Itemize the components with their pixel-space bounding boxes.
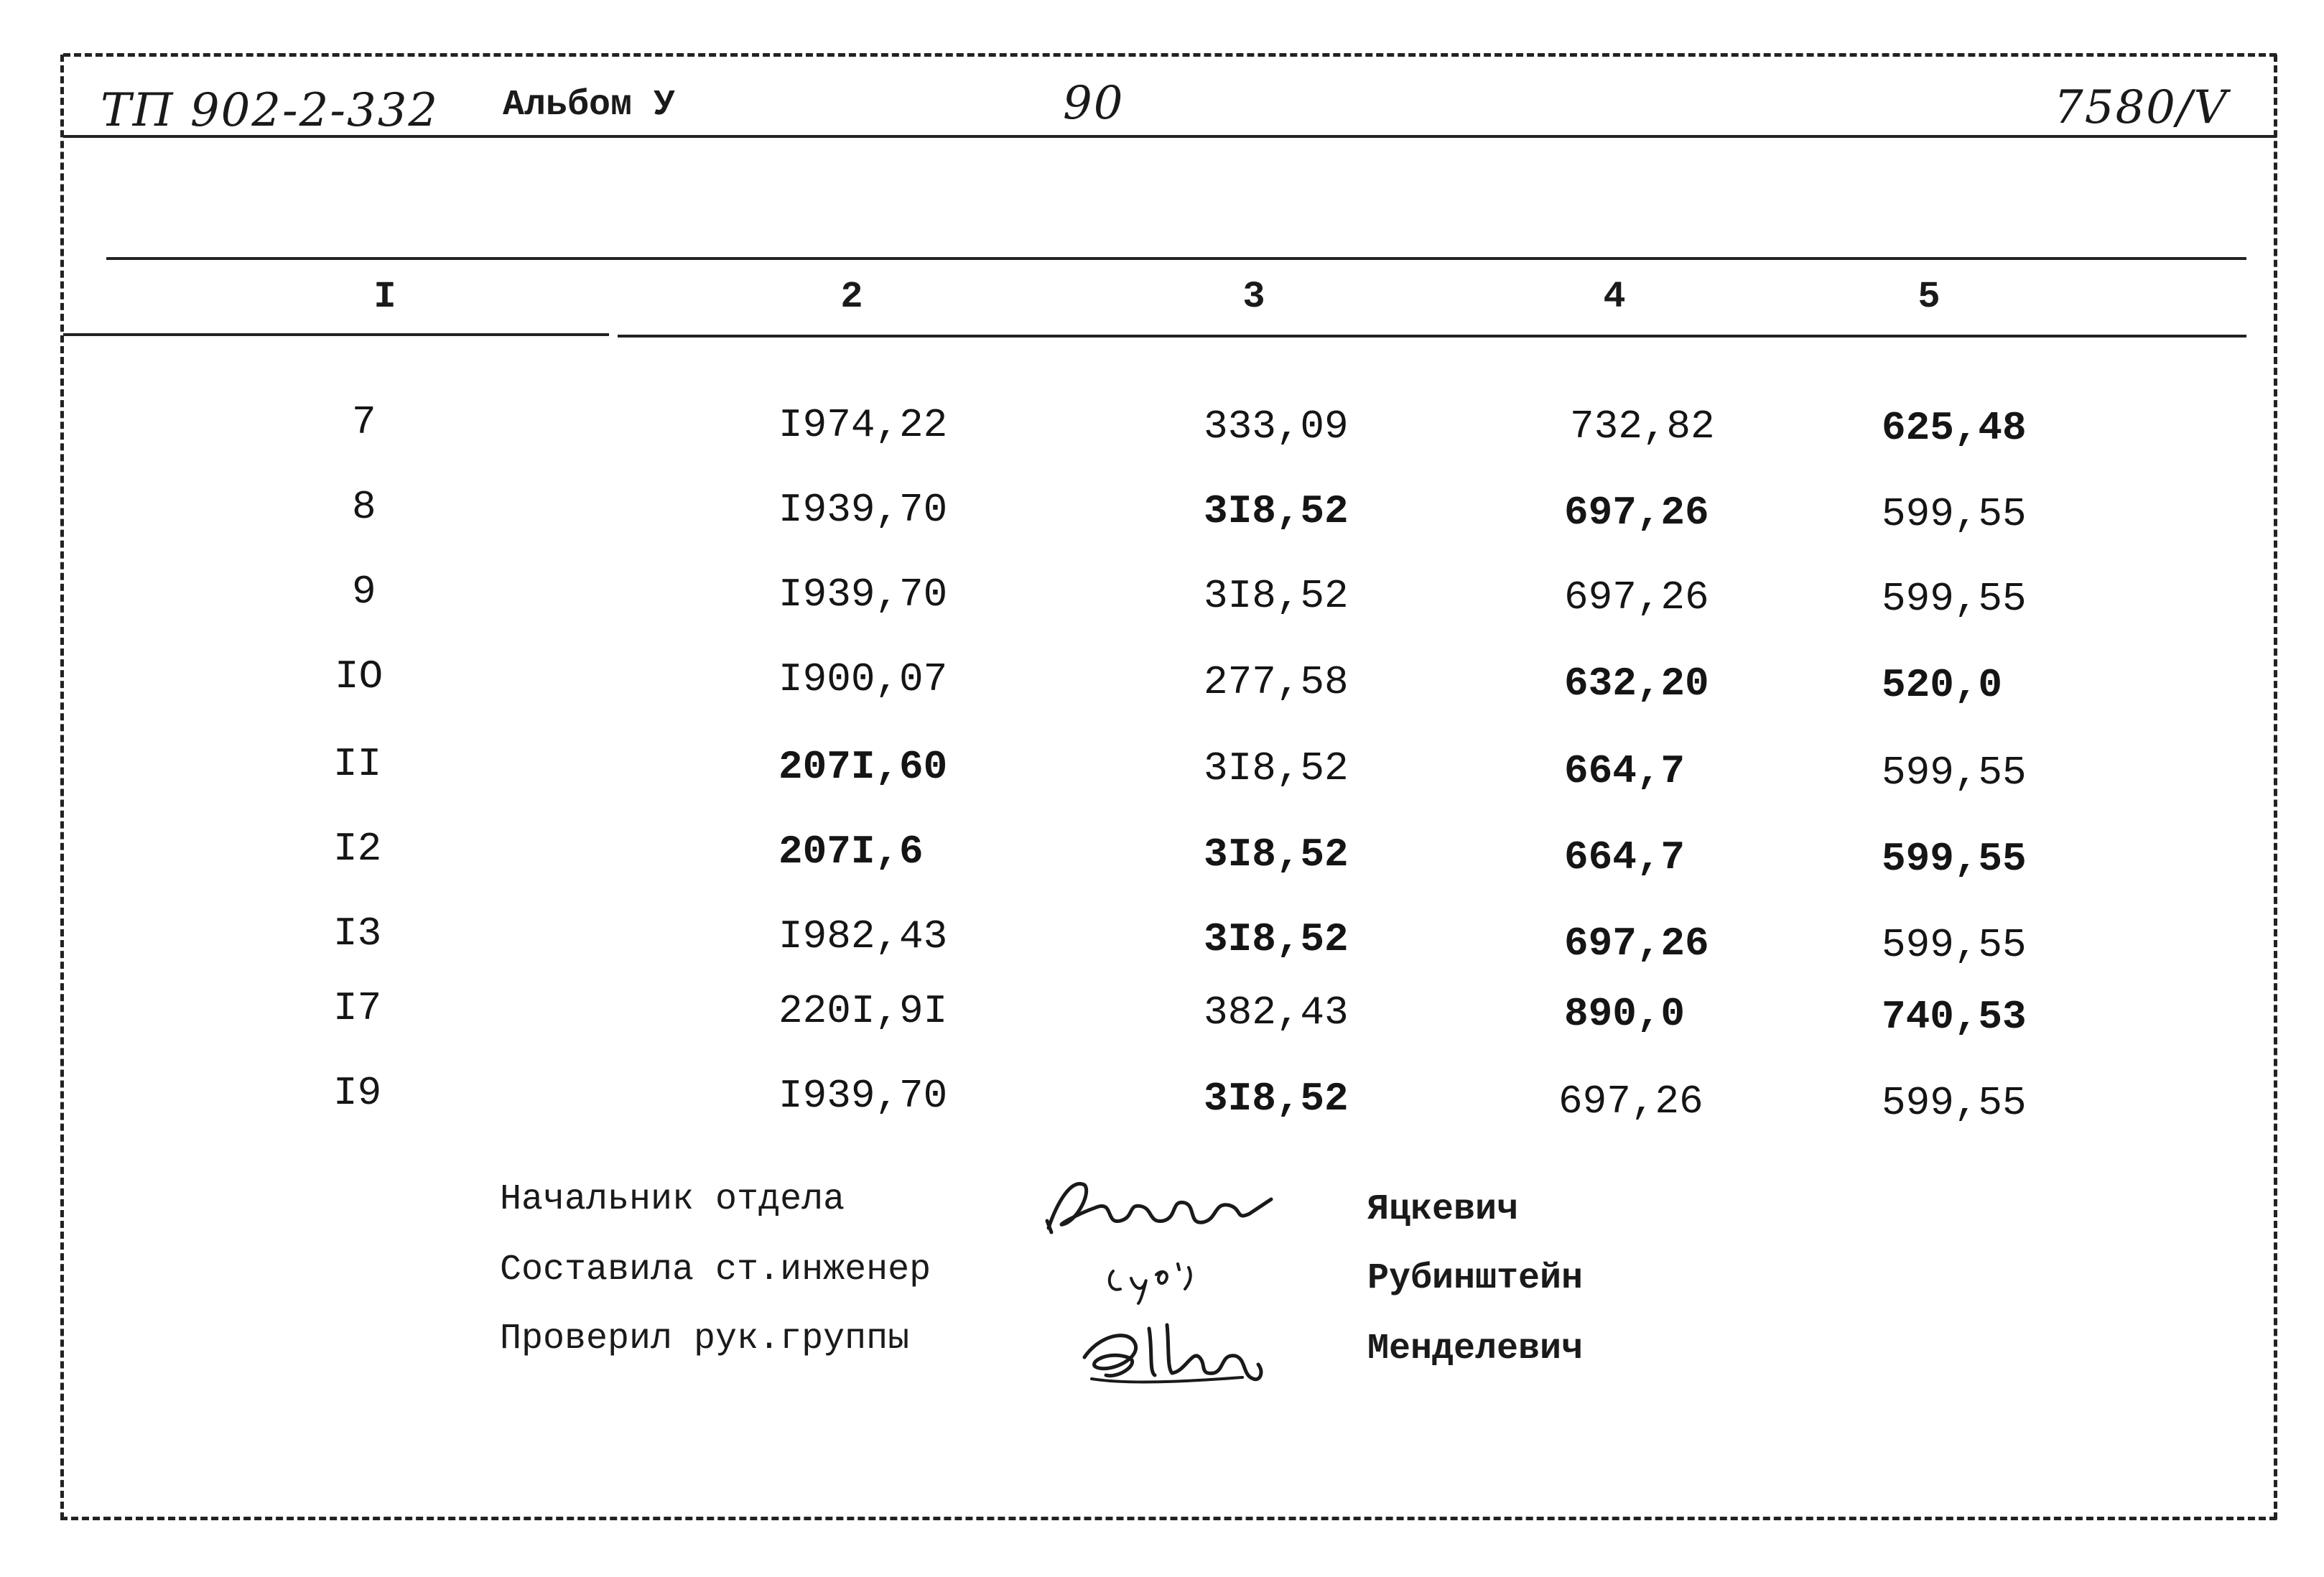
table-cell: 740,53	[1882, 994, 2027, 1040]
table-cell: 3I8,52	[1204, 916, 1349, 962]
table-cell: 3I8,52	[1204, 573, 1349, 619]
table-cell: 599,55	[1882, 491, 2027, 537]
table-cell: 599,55	[1882, 1080, 2027, 1126]
table-cell: 599,55	[1882, 750, 2027, 796]
column-header-2: 2	[840, 276, 863, 318]
table-cell: 520,0	[1882, 662, 2003, 708]
table-cell: 3I8,52	[1204, 488, 1349, 534]
handwritten-signature-2	[1099, 1250, 1242, 1307]
table-cell: 625,48	[1882, 405, 2027, 451]
row-number-cell: I7	[333, 985, 382, 1031]
row-number-cell: IO	[335, 653, 384, 699]
table-cell: 732,82	[1570, 404, 1715, 450]
table-cell: 697,26	[1564, 921, 1709, 967]
table-cell: 220I,9I	[778, 988, 948, 1034]
column-header-5: 5	[1918, 276, 1940, 318]
table-cell: 632,20	[1564, 661, 1709, 707]
sheet-code: 7580/V	[2054, 81, 2228, 134]
row-number-cell: I9	[333, 1070, 382, 1116]
table-cell: 664,7	[1564, 834, 1686, 880]
table-cell: 599,55	[1882, 576, 2027, 622]
signature-name: Менделевич	[1367, 1329, 1584, 1369]
frame-right-border	[2274, 55, 2277, 1520]
frame-bottom-border	[60, 1517, 2277, 1520]
table-cell: 599,55	[1882, 922, 2027, 968]
signature-role: Составила ст.инженер	[500, 1250, 931, 1290]
table-cell: 890,0	[1564, 991, 1686, 1037]
table-cell: 3I8,52	[1204, 745, 1349, 791]
table-cell: 697,26	[1564, 574, 1709, 620]
table-cell: 277,58	[1204, 659, 1349, 705]
table-cell: 3I8,52	[1204, 832, 1349, 878]
page-number: 90	[1063, 77, 1125, 130]
table-cell: 3I8,52	[1204, 1076, 1349, 1122]
signature-name: Яцкевич	[1367, 1189, 1519, 1230]
row-number-cell: I3	[333, 911, 382, 957]
table-cell: I939,70	[778, 1073, 948, 1119]
table-cell: 664,7	[1564, 748, 1686, 794]
row-number-cell: 7	[352, 399, 376, 445]
table-cell: 697,26	[1564, 490, 1709, 536]
table-cell: 207I,60	[778, 744, 948, 790]
signature-role: Проверил рук.группы	[500, 1318, 910, 1359]
frame-top-border	[63, 53, 2277, 57]
table-cell: 207I,6	[778, 829, 924, 875]
project-code: ТП 902-2-332	[101, 84, 440, 137]
row-number-cell: II	[333, 741, 382, 787]
table-cell: 697,26	[1558, 1079, 1704, 1125]
row-number-cell: 8	[352, 484, 376, 530]
handwritten-signature-1	[1034, 1163, 1293, 1242]
column-header-4: 4	[1603, 276, 1626, 318]
table-cell: I900,07	[778, 656, 948, 702]
handwritten-signature-3	[1070, 1307, 1286, 1393]
signature-role: Начальник отдела	[500, 1179, 845, 1220]
signature-name: Рубинштейн	[1367, 1258, 1584, 1299]
table-head-rule-right	[618, 335, 2246, 338]
row-number-cell: 9	[352, 569, 376, 615]
table-cell: I974,22	[778, 402, 948, 448]
table-cell: 333,09	[1204, 404, 1349, 450]
column-header-1: I	[373, 276, 396, 318]
table-cell: I939,70	[778, 487, 948, 533]
table-cell: I939,70	[778, 572, 948, 618]
table-top-rule	[106, 257, 2246, 260]
header-divider	[63, 135, 2277, 138]
table-cell: 599,55	[1882, 836, 2027, 882]
row-number-cell: I2	[333, 826, 382, 872]
table-head-rule-left	[63, 333, 609, 336]
table-cell: 382,43	[1204, 990, 1349, 1036]
frame-left-border	[60, 55, 64, 1520]
table-cell: I982,43	[778, 913, 948, 959]
column-header-3: 3	[1242, 276, 1265, 318]
album-label: Альбом У	[503, 85, 676, 126]
